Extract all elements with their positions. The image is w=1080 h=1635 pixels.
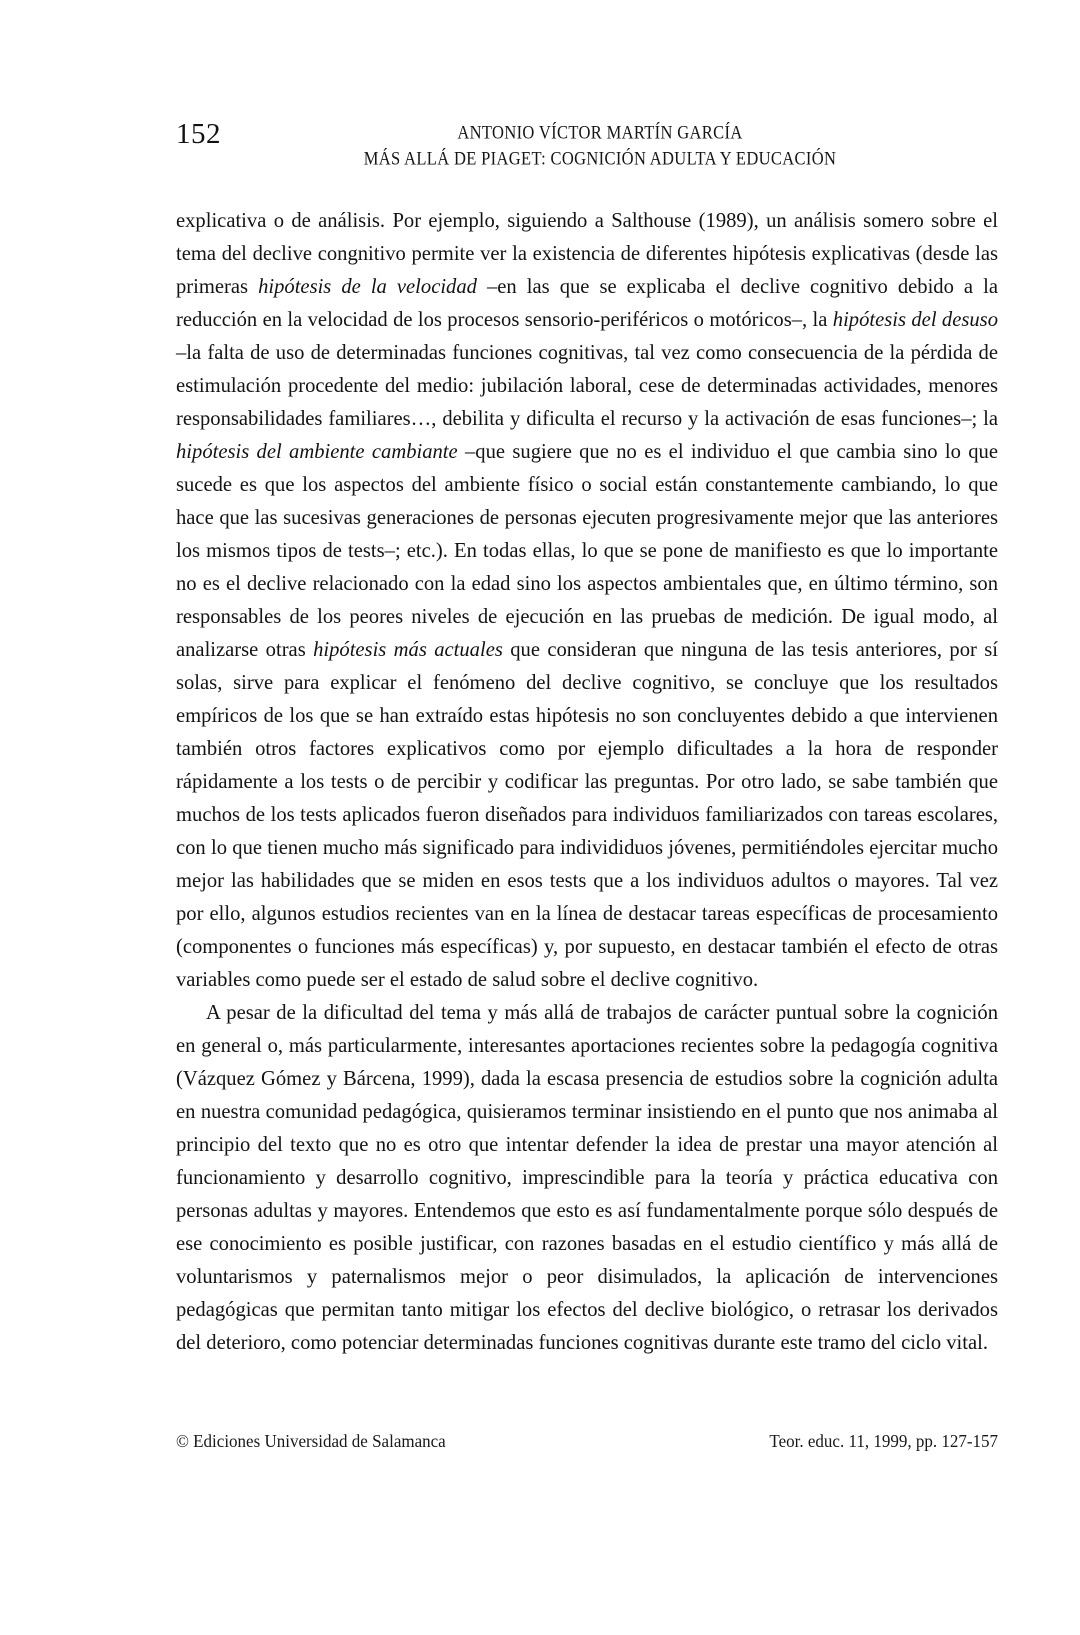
running-head-author: ANTONIO VÍCTOR MARTÍN GARCÍA: [457, 121, 743, 144]
running-head-title: MÁS ALLÁ DE PIAGET: COGNICIÓN ADULTA Y EDUCACIÓN: [363, 146, 837, 169]
running-head-lines: [250, 118, 950, 169]
footer-publisher: © Ediciones Universidad de Salamanca: [176, 1431, 446, 1452]
page-footer: [176, 1432, 998, 1452]
running-head: [0, 118, 1080, 188]
page-number: 152: [176, 118, 221, 150]
footer-citation: Teor. educ. 11, 1999, pp. 127-157: [769, 1431, 998, 1452]
body-paragraph-2: A pesar de la dificultad del tema y más allá de trabajos de carácter puntual sobre la cognición en general o, más particularmente, interesantes aportaciones recientes sobre la pedagogía cognitiva (Vázquez Gómez y Bárcena, 1999), dada la escasa presencia de estudios sobre la cognición adulta en nuestra comunidad pedagógica, quisieramos terminar insistiendo en el punto que nos animaba al principio del texto que no es otro que intentar defender la idea de prestar una mayor atención al funcionamiento y desarrollo cognitivo, imprescindible para la teoría y práctica educativa con personas adultas y mayores. Entendemos que esto es así fundamentalmente porque sólo después de ese conocimiento es posible justificar, con razones basadas en el estudio científico y más allá de voluntarismos y paternalismos mejor o peor disimulados, la aplicación de intervenciones pedagógicas que permitan tanto mitigar los efectos del declive biológico, o retrasar los derivados del deterioro, como potenciar determinadas funciones cognitivas durante este tramo del ciclo vital.: [176, 1002, 998, 1354]
body-paragraph-1: explicativa o de análisis. Por ejemplo, siguiendo a Salthouse (1989), un análisis somero sobre el tema del declive congnitivo permite ver la existencia de diferentes hipótesis explicativas (desde las primeras hipótesis de la velocidad –en las que se explicaba el declive cognitivo debido a la reducción en la velocidad de los procesos sensorio-periféricos o motóricos–, la hipótesis del desuso –la falta de uso de determinadas funciones cognitivas, tal vez como consecuencia de la pérdida de estimulación procedente del medio: jubilación laboral, cese de determinadas actividades, menores responsabilidades familiares…, debilita y dificulta el recurso y la activación de esas funciones–; la hipótesis del ambiente cambiante –que sugiere que no es el individuo el que cambia sino lo que sucede es que los aspectos del ambiente físico o social están constantemente cambiando, lo que hace que las sucesivas generaciones de personas ejecuten progresivamente mejor que las anteriores los mismos tipos de tests–; etc.). En todas ellas, lo que se pone de manifiesto es que lo importante no es el declive relacionado con la edad sino los aspectos ambientales que, en último término, son responsables de los peores niveles de ejecución en las pruebas de medición. De igual modo, al analizarse otras hipótesis más actuales que consideran que ninguna de las tesis anteriores, por sí solas, sirve para explicar el fenómeno del declive cognitivo, se concluye que los resultados empíricos de los que se han extraído estas hipótesis no son concluyentes debido a que intervienen también otros factores explicativos como por ejemplo dificultades a la hora de responder rápidamente a los tests o de percibir y codificar las preguntas. Por otro lado, se sabe también que muchos de los tests aplicados fueron diseñados para individuos familiarizados con tareas escolares, con lo que tienen mucho más significado para individiduos jóvenes, permitiéndoles ejercitar mucho mejor las habilidades que se miden en esos tests que a los individuos adultos o mayores. Tal vez por ello, algunos estudios recientes van en la línea de destacar tareas específicas de procesamiento (componentes o funciones más específicas) y, por supuesto, en destacar también el efecto de otras variables como puede ser el estado de salud sobre el declive cognitivo.: [176, 210, 998, 991]
body-text-block: [176, 205, 998, 1360]
